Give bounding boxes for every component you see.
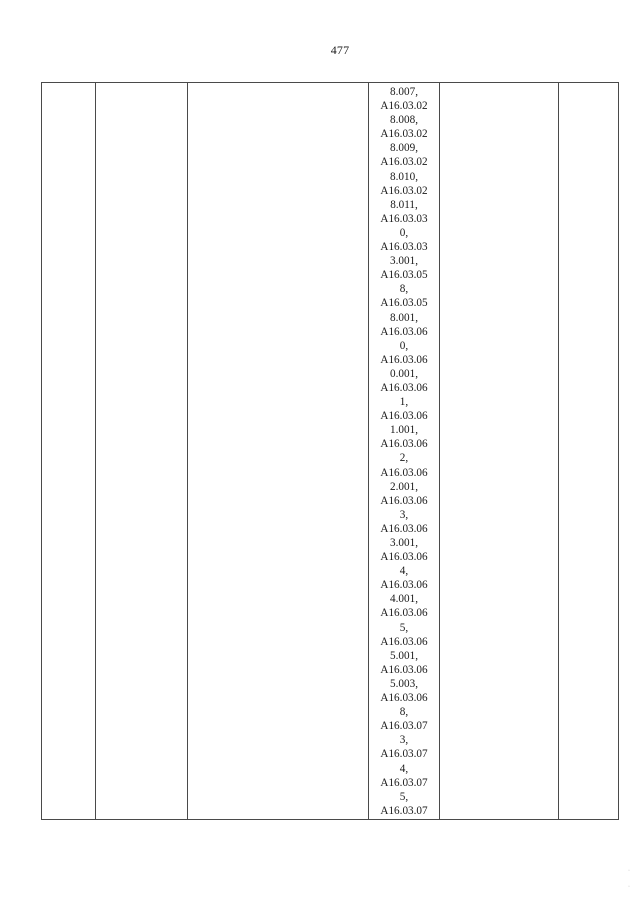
code-line: 1.001,	[390, 424, 418, 437]
code-line: A16.03.02	[380, 100, 428, 113]
code-line: A16.03.07	[380, 720, 428, 733]
code-line: A16.03.05	[380, 297, 428, 310]
code-line: 4,	[399, 565, 409, 578]
code-line: A16.03.06	[380, 438, 428, 451]
code-line: A16.03.07	[380, 776, 428, 789]
continuation-table	[41, 82, 619, 820]
column-divider-4	[439, 83, 440, 819]
code-line: 8.007,	[390, 86, 418, 98]
code-line: 8.010,	[390, 170, 418, 183]
code-line: A16.03.02	[380, 128, 428, 141]
code-line: A16.03.06	[380, 522, 428, 535]
code-line: 3.001,	[390, 537, 418, 549]
code-line: 8,	[399, 706, 409, 719]
code-line: A16.03.06	[380, 353, 428, 366]
code-line: A16.03.07	[380, 804, 428, 817]
scan-speck: ·	[628, 868, 630, 874]
code-line: A16.03.06	[380, 381, 428, 394]
code-line: A16.03.03	[380, 212, 428, 225]
page-number: 477	[330, 43, 350, 57]
column-divider-5	[558, 83, 559, 819]
code-line: 3,	[399, 734, 409, 747]
code-line: A16.03.06	[380, 579, 428, 592]
code-line: 5,	[399, 790, 409, 803]
code-line: 2.001,	[390, 480, 418, 493]
code-line: A16.03.06	[380, 466, 428, 479]
scan-speck: ·	[628, 884, 630, 890]
code-line: 0,	[399, 226, 409, 239]
code-line: 8,	[399, 283, 409, 296]
code-line: A16.03.06	[380, 551, 428, 564]
code-line: A16.03.06	[380, 325, 428, 338]
code-line: A16.03.02	[380, 156, 428, 169]
code-line: A16.03.06	[380, 663, 428, 676]
code-line: 0.001,	[390, 367, 418, 380]
service-codes-cell	[369, 85, 439, 818]
column-divider-2	[187, 83, 188, 819]
code-line: 5,	[399, 621, 409, 634]
code-line: 8.009,	[390, 142, 418, 155]
code-line: 4.001,	[390, 593, 418, 606]
code-line: 5.003,	[390, 677, 418, 690]
code-line: A16.03.05	[380, 269, 428, 282]
code-line: 5.001,	[390, 649, 418, 662]
code-line: 2,	[399, 452, 409, 465]
code-line: A16.03.06	[380, 410, 428, 423]
code-line: 0,	[399, 339, 409, 352]
code-line: 8.011,	[390, 198, 418, 211]
code-line: A16.03.06	[380, 692, 428, 705]
code-line: A16.03.03	[380, 241, 428, 254]
code-line: 4,	[399, 762, 409, 775]
code-line: A16.03.06	[380, 607, 428, 620]
code-line: A16.03.06	[380, 635, 428, 648]
code-line: A16.03.02	[380, 184, 428, 197]
code-line: 3,	[399, 508, 409, 521]
column-divider-1	[95, 83, 96, 819]
code-line: 8.001,	[390, 311, 418, 324]
code-line: 1,	[399, 396, 409, 409]
code-line: A16.03.06	[380, 494, 428, 507]
code-line: A16.03.07	[380, 748, 428, 761]
code-line: 8.008,	[390, 114, 418, 127]
code-line: 3.001,	[390, 255, 418, 268]
